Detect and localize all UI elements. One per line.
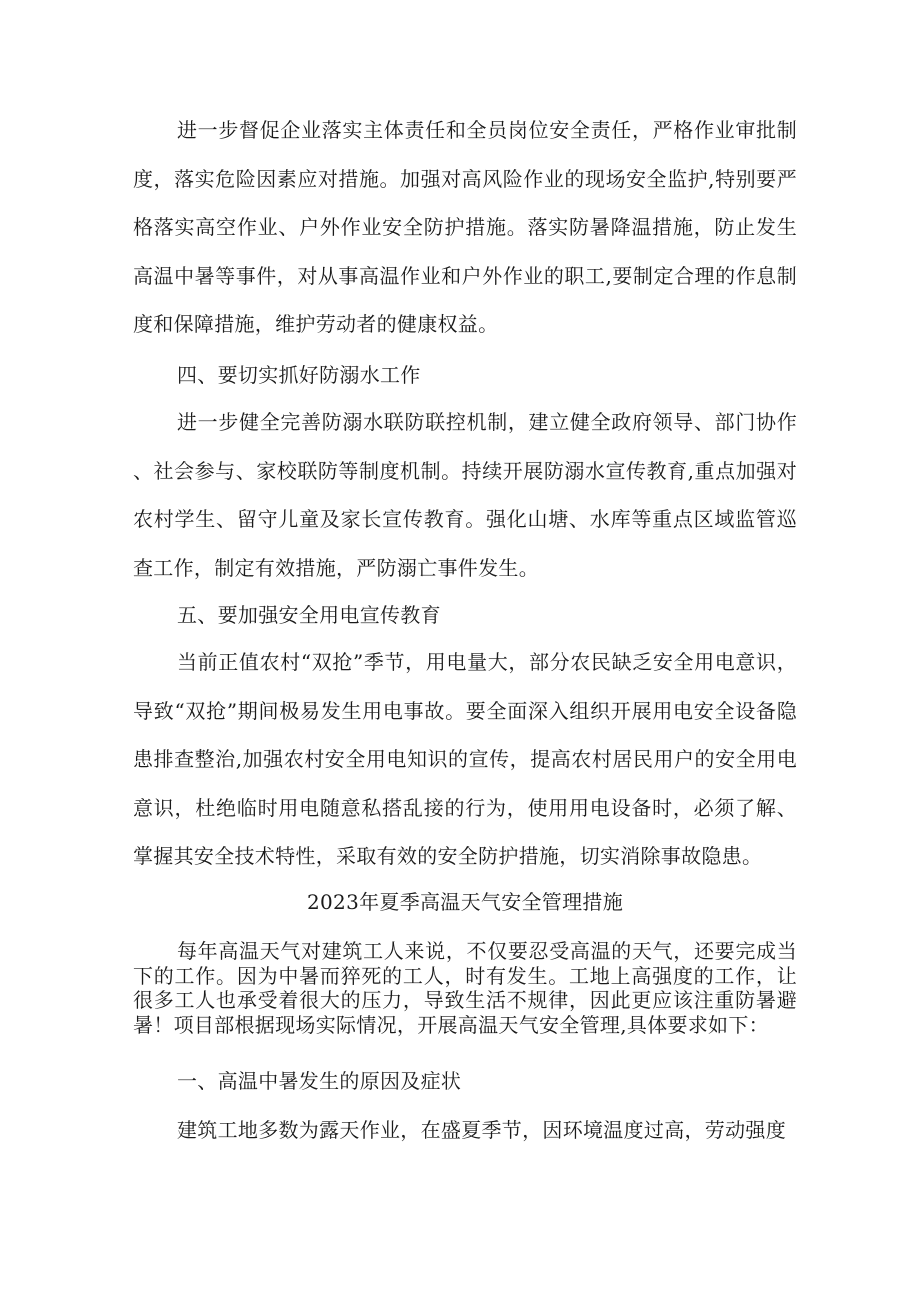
section-heading-drowning-prevention: 四、要切实抓好防溺水工作 bbox=[177, 363, 421, 387]
section-heading-heatstroke-causes: 一、高温中暑发生的原因及症状 bbox=[177, 1069, 462, 1093]
paragraph-safety-responsibility: 进一步督促企业落实主体责任和全员岗位安全责任，严格作业审批制度，落实危险因素应对措施。加强对高风险作业的现场安全监护,特别要严格落实高空作业、户外作业安全防护措施。落实防暑降温措施，防止发生高温中暑等事件，对从事高温作业和户外作业的职工,要制定合理的作息制度和保障措施，维护劳动者的健康权益。 bbox=[133, 118, 797, 337]
document-title: 2023年夏季高温天气安全管理措施 bbox=[307, 890, 623, 914]
paragraph-heatwave-intro: 每年高温天气对建筑工人来说，不仅要忍受高温的天气，还要完成当下的工作。因为中暑而猝死的工人，时有发生。工地上高强度的工作，让很多工人也承受着很大的压力，导致生活不规律，因此更应该注重防暑避暑！项目部根据现场实际情况，开展高温天气安全管理,具体要求如下： bbox=[133, 939, 797, 1037]
section-heading-electrical-safety: 五、要加强安全用电宣传教育 bbox=[177, 603, 441, 627]
paragraph-drowning-prevention: 进一步健全完善防溺水联防联控机制，建立健全政府领导、部门协作、社会参与、家校联防等制度机制。持续开展防溺水宣传教育,重点加强对农村学生、留守儿童及家长宣传教育。强化山塘、水库等重点区域监管巡查工作，制定有效措施，严防溺亡事件发生。 bbox=[133, 410, 797, 580]
paragraph-construction-site: 建筑工地多数为露天作业，在盛夏季节，因环境温度过高，劳动强度 bbox=[177, 1118, 786, 1142]
paragraph-electrical-safety: 当前正值农村“双抢”季节，用电量大，部分农民缺乏安全用电意识，导致“双抢”期间极易发生用电事故。要全面深入组织开展用电安全设备隐患排查整治,加强农村安全用电知识的宣传，提高农村居民用户的安全用电意识，杜绝临时用电随意私搭乱接的行为，使用用电设备时，必须了解、掌握其安全技术特性，采取有效的安全防护措施，切实消除事故隐患。 bbox=[133, 650, 797, 869]
